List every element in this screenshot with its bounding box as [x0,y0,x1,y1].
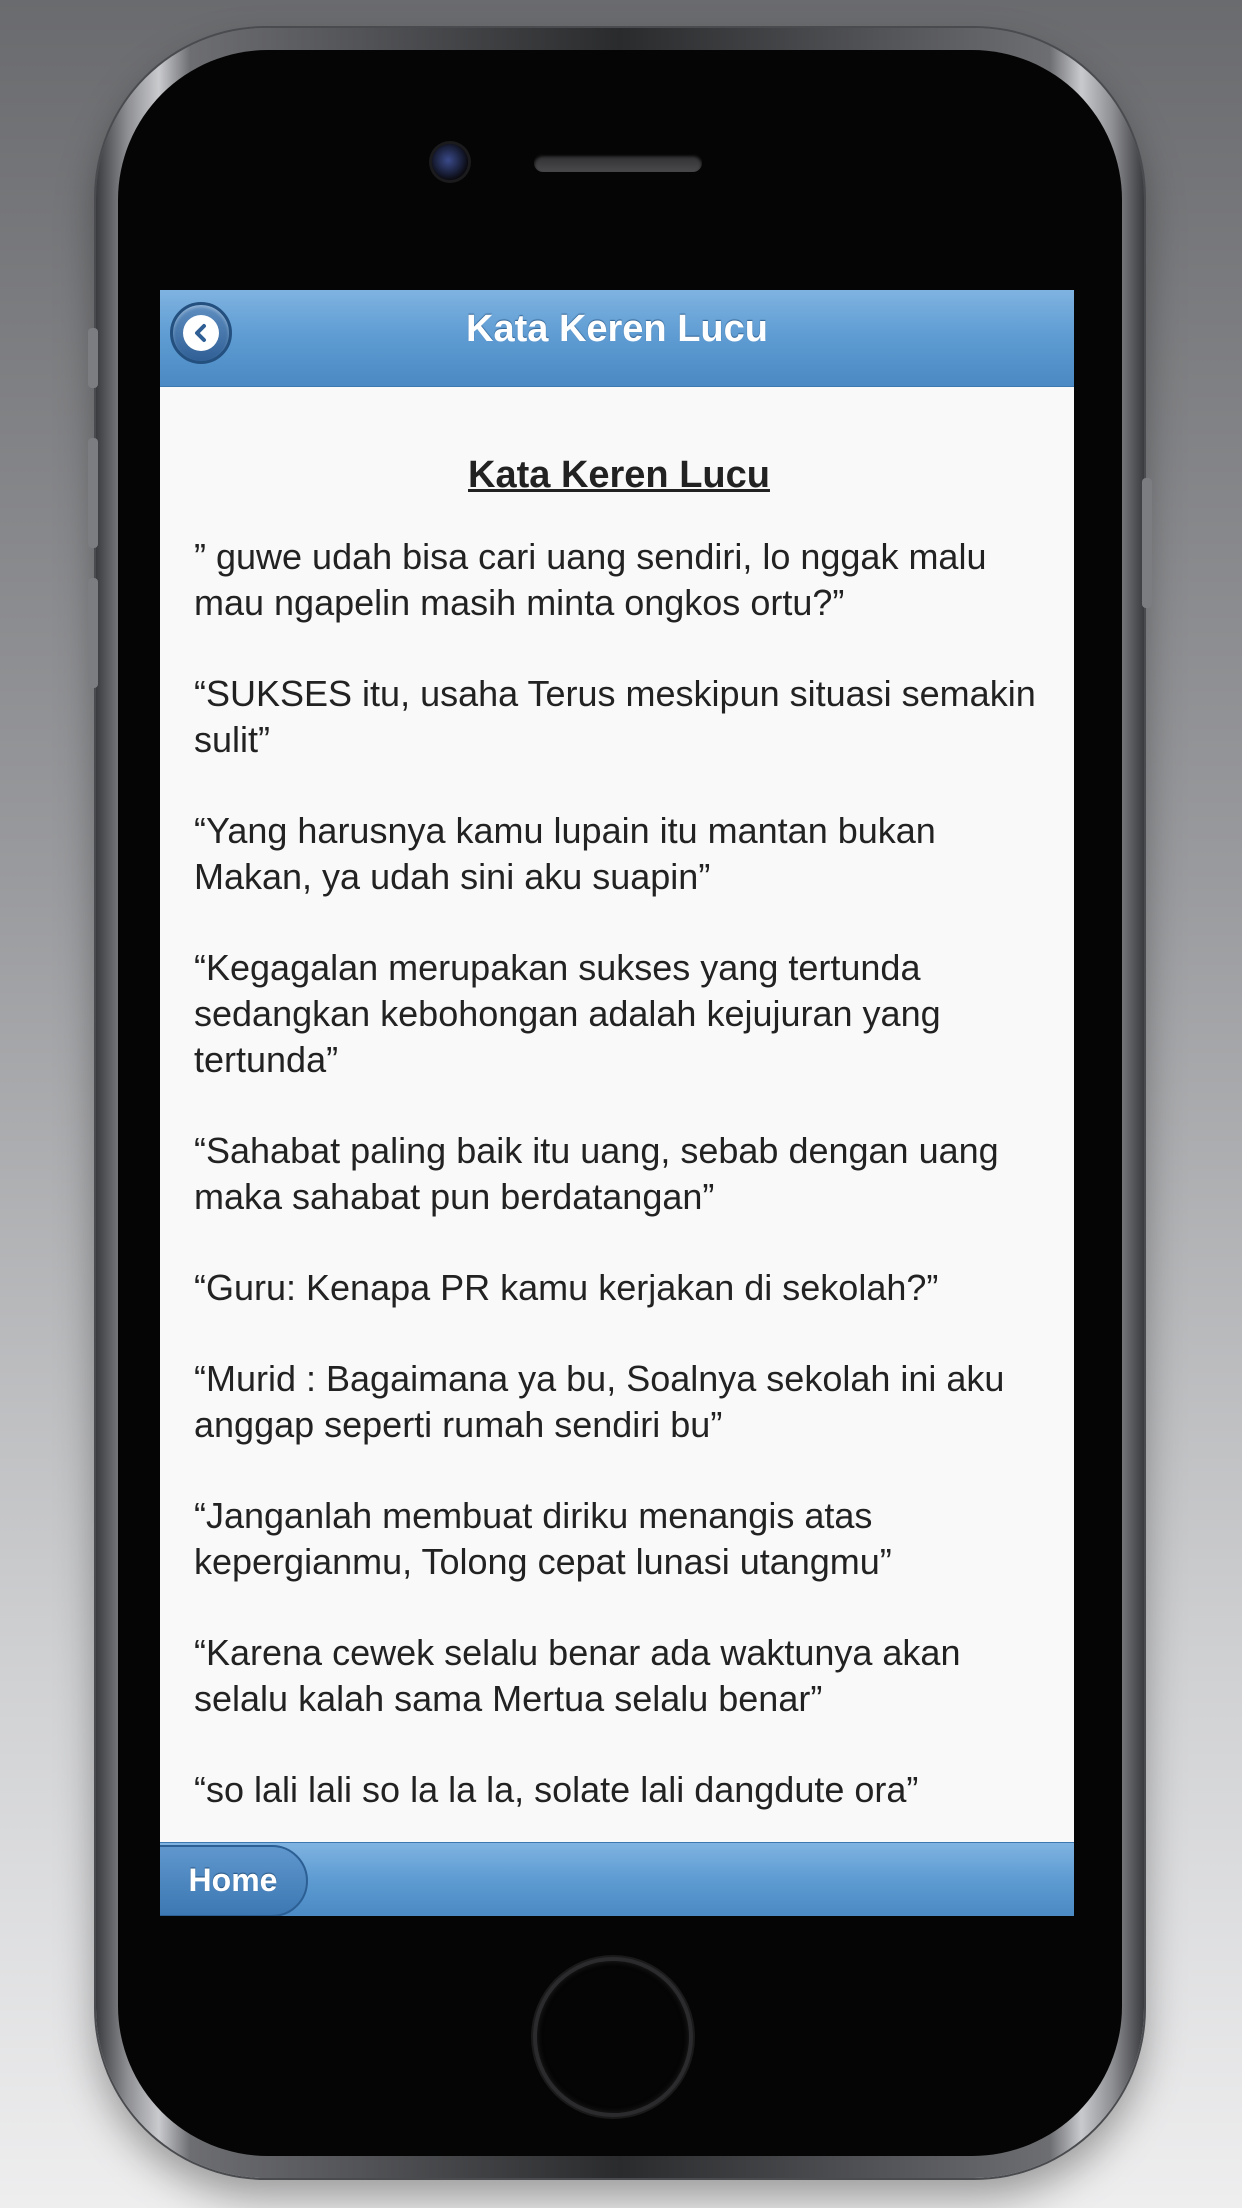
header-title: Kata Keren Lucu [466,308,768,350]
phone-side-button [88,328,98,388]
front-camera [432,144,468,180]
header-bar [160,290,1074,387]
content-area [194,452,1044,1858]
quote-item: “Sahabat paling baik itu uang, sebab dengan uang maka sahabat pun berdatangan” [194,1130,999,1217]
quote-item: “Yang harusnya kamu lupain itu mantan bukan Makan, ya udah sini aku suapin” [194,810,936,897]
quote-item: ” guwe udah bisa cari uang sendiri, lo nggak malu mau ngapelin masih minta ongkos ortu?” [194,536,987,623]
footer-bar [160,1842,1074,1916]
earpiece-speaker [534,154,702,172]
quote-item: “Kegagalan merupakan sukses yang tertunda sedangkan kebohongan adalah kejujuran yang tertunda” [194,947,941,1080]
chevron-left-icon [183,315,219,351]
phone-volume-up-button [88,438,98,548]
app-screen [160,290,1074,1916]
quote-item: “Guru: Kenapa PR kamu kerjakan di sekolah?” [194,1267,939,1308]
phone-power-button [1142,478,1152,608]
quote-item: “so lali lali so la la la, solate lali dangdute ora” [194,1769,919,1810]
quote-item: “Karena cewek selalu benar ada waktunya akan selalu kalah sama Mertua selalu benar” [194,1632,961,1719]
quote-item: “Janganlah membuat diriku menangis atas kepergianmu, Tolong cepat lunasi utangmu” [194,1495,892,1582]
home-button[interactable]: Home [160,1845,308,1916]
back-button[interactable] [170,302,232,364]
phone-volume-down-button [88,578,98,688]
quote-item: “Murid : Bagaimana ya bu, Soalnya sekolah ini aku anggap seperti rumah sendiri bu” [194,1358,1005,1445]
quote-item: “SUKSES itu, usaha Terus meskipun situasi semakin sulit” [194,673,1036,760]
content-title: Kata Keren Lucu [468,454,770,496]
phone-home-button[interactable] [533,1957,693,2117]
